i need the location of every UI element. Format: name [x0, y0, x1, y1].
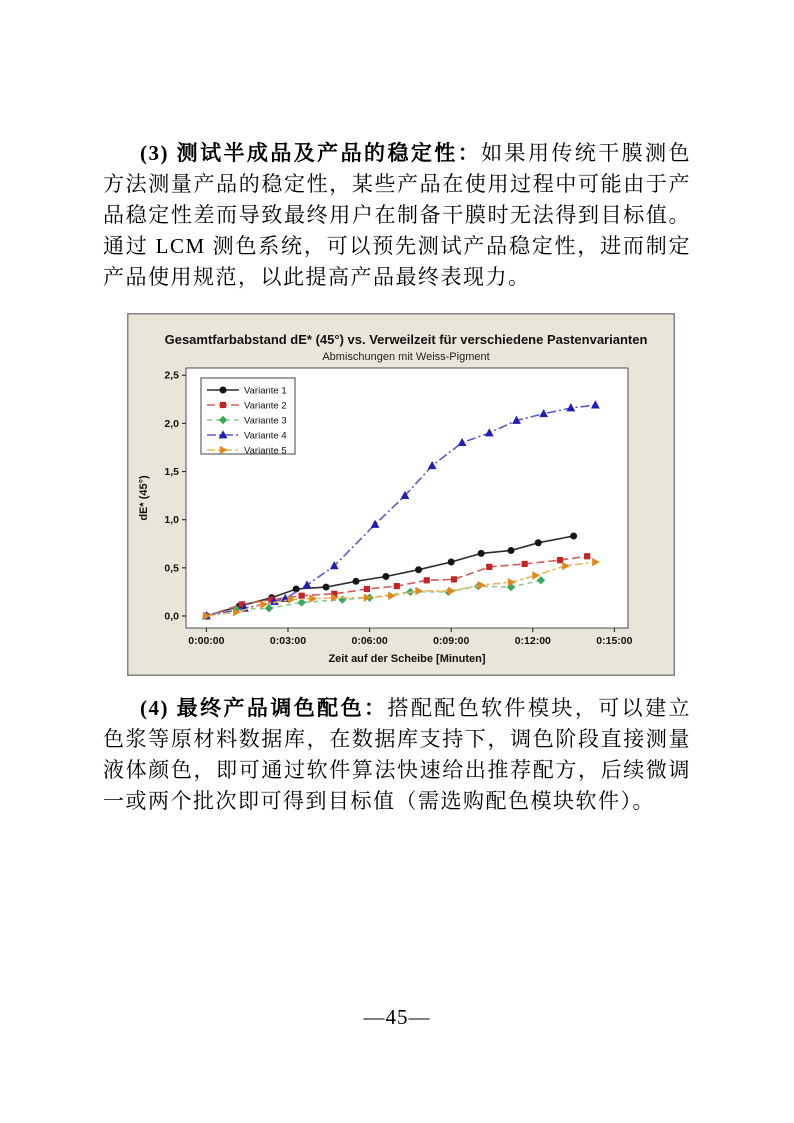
- paragraph-3-body: 如果用传统干膜测色方法测量产品的稳定性，某些产品在使用过程中可能由于产品稳定性差而导致最终用户在制备干膜时无法得到目标值。通过 LCM 测色系统，可以预先测试产品稳定性，进而制定产品使用规范，以此提高产品最终表现力。: [103, 141, 691, 289]
- x-tick-label: 0:00:00: [188, 635, 225, 647]
- chart-subtitle: Abmischungen mit Weiss-Pigment: [322, 351, 490, 363]
- paragraph-4: [103, 693, 691, 817]
- x-tick-label: 0:09:00: [433, 635, 470, 647]
- paragraph-4-body: 搭配配色软件模块，可以建立色浆等原材料数据库，在数据库支持下，调色阶段直接测量液体颜色，即可通过软件算法快速给出推荐配方，后续微调一或两个批次即可得到目标值（需选购配色模块软件）。: [103, 696, 691, 813]
- x-axis-title: Zeit auf der Scheibe [Minuten]: [328, 653, 486, 665]
- paragraph-3: [103, 138, 691, 293]
- y-tick-label: 2,5: [164, 369, 179, 382]
- y-tick-label: 1,5: [164, 466, 179, 479]
- line-chart: [127, 313, 675, 676]
- x-tick-label: 0:15:00: [596, 635, 633, 647]
- legend-label: Variante 1: [244, 385, 287, 397]
- legend-label: Variante 3: [244, 415, 287, 427]
- y-tick-label: 1,0: [164, 514, 179, 527]
- paragraph-3-heading: (3) 测试半成品及产品的稳定性：: [140, 141, 482, 165]
- y-tick-label: 2,0: [164, 417, 179, 430]
- y-axis-title: dE* (45°): [138, 475, 150, 521]
- chart-figure: [127, 313, 675, 676]
- legend-label: Variante 2: [244, 400, 287, 412]
- x-tick-label: 0:03:00: [269, 635, 307, 647]
- legend-label: Variante 4: [244, 430, 287, 442]
- paragraph-4-heading: (4) 最终产品调色配色：: [140, 696, 388, 720]
- chart-title: Gesamtfarbabstand dE* (45°) vs. Verweilzeit für verschiedene Pastenvarianten: [164, 332, 648, 347]
- chart-legend: [201, 378, 295, 457]
- x-tick-label: 0:12:00: [514, 635, 551, 647]
- page-number: —45—: [363, 1005, 431, 1029]
- y-tick-label: 0,0: [164, 610, 179, 623]
- y-tick-label: 0,5: [164, 562, 179, 575]
- legend-label: Variante 5: [244, 445, 287, 457]
- x-tick-label: 0:06:00: [351, 635, 388, 647]
